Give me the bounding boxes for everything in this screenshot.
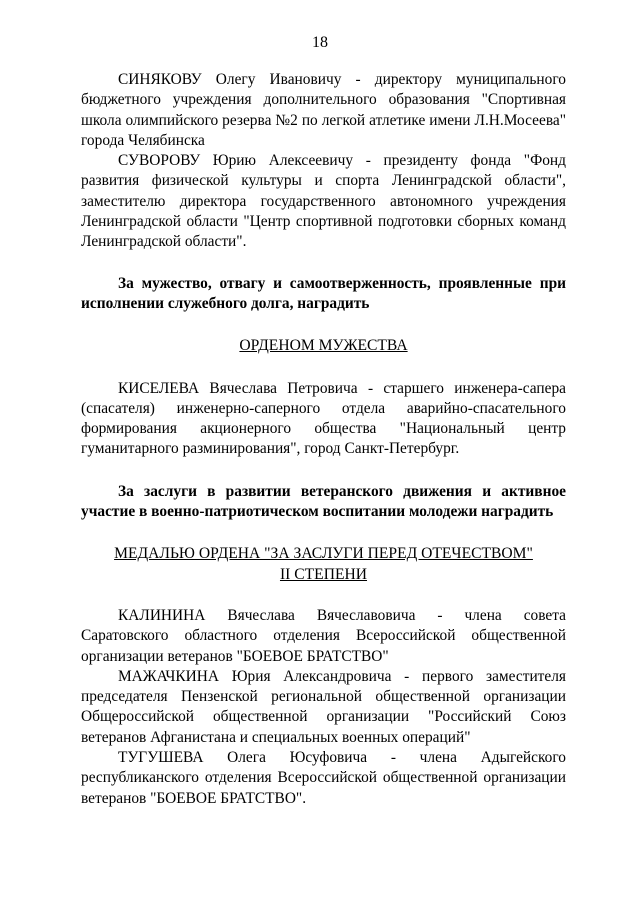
- award-paragraph-suvorov: СУВОРОВУ Юрию Алексеевичу - президенту фонда "Фонд развития физической культуры и спорта Ленинградской области", заместителю директора государственного автономного учреждения Ленинградской области "Центр спортивной подготовки сборных команд Ленинградской области".: [81, 152, 566, 251]
- award-paragraph-mazhachkin: МАЖАЧКИНА Юрия Александровича - первого заместителя председателя Пензенской региональной общественной организации Общероссийской общественной организации "Российский Союз ветеранов Афганистана и специальных военных операций": [81, 667, 566, 746]
- heading-order-of-courage: ОРДЕНОМ МУЖЕСТВА: [239, 337, 408, 355]
- veterans-intro: За заслуги в развитии ветеранского движения и активное участие в военно-патриотическом воспитании молодежи наградить: [81, 482, 566, 521]
- heading-medal-line2: II СТЕПЕНИ: [279, 565, 368, 583]
- document-body: [81, 70, 566, 809]
- award-paragraph-kalinin: КАЛИНИНА Вячеслава Вячеславовича - члена совета Саратовского областного отделения Всероссийской общественной организации ветеранов "БОЕВОЕ БРАТСТВО": [81, 606, 566, 665]
- award-paragraph-tugushev: ТУГУШЕВА Олега Юсуфовича - члена Адыгейского республиканского отделения Всероссийской общественной организации ветеранов "БОЕВОЕ БРАТСТВО".: [81, 749, 566, 807]
- award-paragraph-kiselev: КИСЕЛЕВА Вячеслава Петровича - старшего инженера-сапера (спасателя) инженерно-саперного отдела аварийно-спасательного формирования акционерного общества "Национальный центр гуманитарного разминирования", город Санкт-Петербург.: [81, 379, 566, 458]
- page-number: 18: [312, 34, 328, 51]
- heading-medal: [81, 544, 566, 585]
- bravery-intro: За мужество, отвагу и самоотверженность, проявленные при исполнении служебного долга, наградить: [81, 274, 566, 312]
- award-paragraph-siniakov: СИНЯКОВУ Олегу Ивановичу - директору муниципального бюджетного учреждения дополнительного образования "Спортивная школа олимпийского резерва №2 по легкой атлетике имени Л.Н.Мосеева" города Челябинска: [81, 71, 566, 149]
- heading-medal-line1: МЕДАЛЬЮ ОРДЕНА "ЗА ЗАСЛУГИ ПЕРЕД ОТЕЧЕСТВОМ": [114, 545, 533, 563]
